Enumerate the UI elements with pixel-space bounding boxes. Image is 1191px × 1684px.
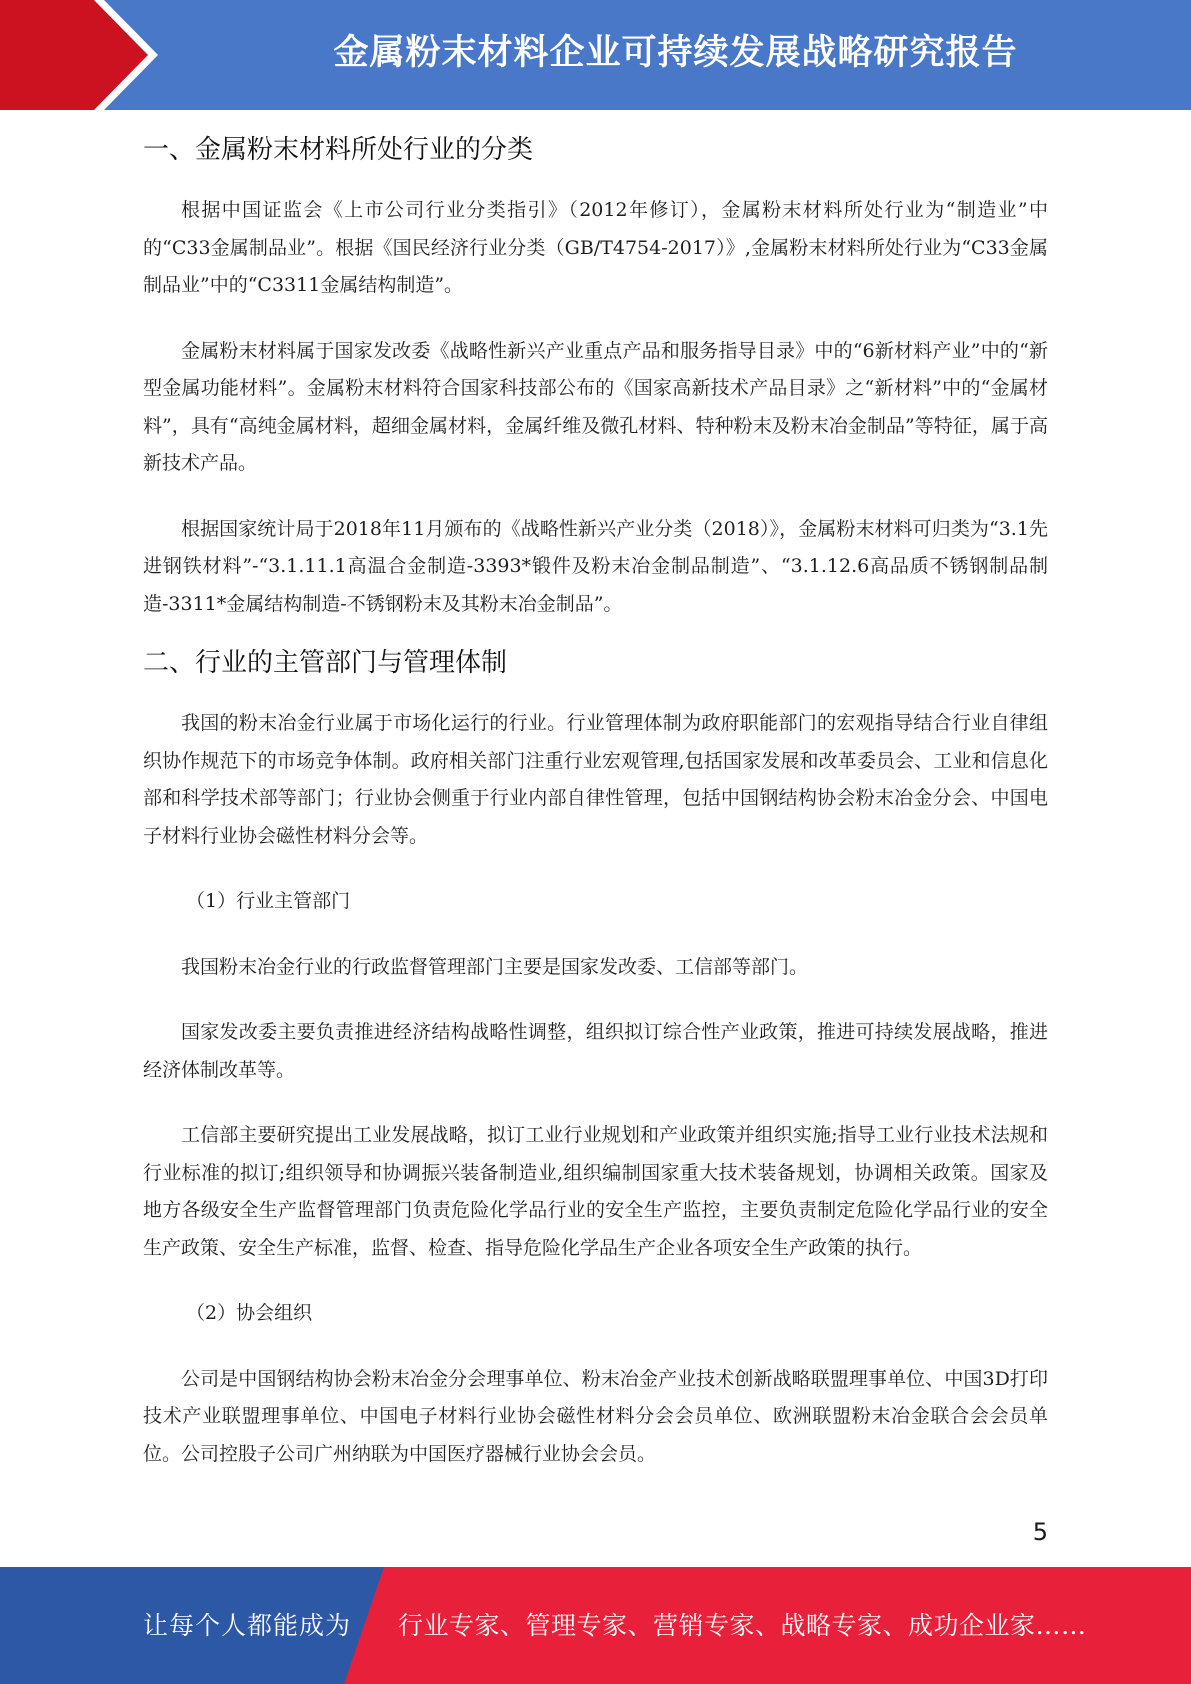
body-paragraph: 根据中国证监会《上市公司行业分类指引》（2012年修订），金属粉末材料所处行业为“制造业”中的“C33金属制品业”。根据《国民经济行业分类（GB/T4754-2017）》,金属粉末材料所处行业为“C33金属制品业”中的“C3311金属结构制造”。 <box>143 199 1048 296</box>
red-arrow-shape <box>0 0 148 110</box>
body-paragraph: 我国的粉末冶金行业属于市场化运行的行业。行业管理体制为政府职能部门的宏观指导结合行业自律组织协作规范下的市场竞争体制。政府相关部门注重行业宏观管理,包括国家发展和改革委员会、工业和信息化部和科学技术部等部门；行业协会侧重于行业内部自律性管理，包括中国钢结构协会粉末冶金分会、中国电子材料行业协会磁性材料分会等。 <box>143 712 1048 847</box>
red-arrow-logo-shape <box>0 0 160 110</box>
page-number: 5 <box>1032 1518 1048 1546</box>
body-paragraph: 我国粉末冶金行业的行政监督管理部门主要是国家发改委、工信部等部门。 <box>181 955 809 978</box>
body-paragraph: 国家发改委主要负责推进经济结构战略性调整，组织拟订综合性产业政策，推进可持续发展战略，推进经济体制改革等。 <box>143 1021 1048 1081</box>
subsection-heading-associations: （2）协会组织 <box>186 1302 313 1324</box>
report-title: 金属粉末材料企业可持续发展战略研究报告 <box>333 33 1018 73</box>
body-paragraph: 工信部主要研究提出工业发展战略，拟订工业行业规划和产业政策并组织实施;指导工业行业技术法规和行业标准的拟订;组织领导和协调振兴装备制造业,组织编制国家重大技术装备规划，协调相关政策。国家及地方各级安全生产监督管理部门负责危险化学品行业的安全生产监控，主要负责制定危险化学品行业的安全生产政策、安全生产标准，监督、检查、指导危险化学品生产企业各项安全生产政策的执行。 <box>143 1124 1048 1259</box>
section-heading-management: 二、行业的主管部门与管理体制 <box>143 648 508 678</box>
subsection-heading-authorities: （1）行业主管部门 <box>186 890 351 912</box>
report-header-band <box>0 0 1191 110</box>
body-paragraph: 根据国家统计局于2018年11月颁布的《战略性新兴产业分类（2018）》，金属粉末材料可归类为“3.1先进钢铁材料”-“3.1.11.1高温合金制造-3393*锻件及粉末冶金制品制造”、“3.1.12.6高品质不锈钢制品制造-3311*金属结构制造-不锈钢粉末及其粉末冶金制品”。 <box>143 517 1048 615</box>
body-paragraph: 金属粉末材料属于国家发改委《战略性新兴产业重点产品和服务指导目录》中的“6新材料产业”中的“新型金属功能材料”。金属粉末材料符合国家科技部公布的《国家高新技术产品目录》之“新材料”中的“金属材料”，具有“高纯金属材料，超细金属材料，金属纤维及微孔材料、特种粉末及粉末冶金制品”等特征，属于高新技术产品。 <box>143 339 1048 474</box>
body-paragraph: 公司是中国钢结构协会粉末冶金分会理事单位、粉末冶金产业技术创新战略联盟理事单位、中国3D打印技术产业联盟理事单位、中国电子材料行业协会磁性材料分会会员单位、欧洲联盟粉末冶金联合会会员单位。公司控股子公司广州纳联为中国医疗器械行业协会会员。 <box>143 1367 1048 1465</box>
section-heading-classification: 一、金属粉末材料所处行业的分类 <box>143 135 534 165</box>
footer-lead-text: 让每个人都能成为 <box>143 1611 352 1640</box>
document-body <box>143 128 1048 1473</box>
footer-banner <box>0 1567 1191 1684</box>
footer-roles-text: 行业专家、管理专家、营销专家、战略专家、成功企业家…… <box>398 1611 1087 1640</box>
